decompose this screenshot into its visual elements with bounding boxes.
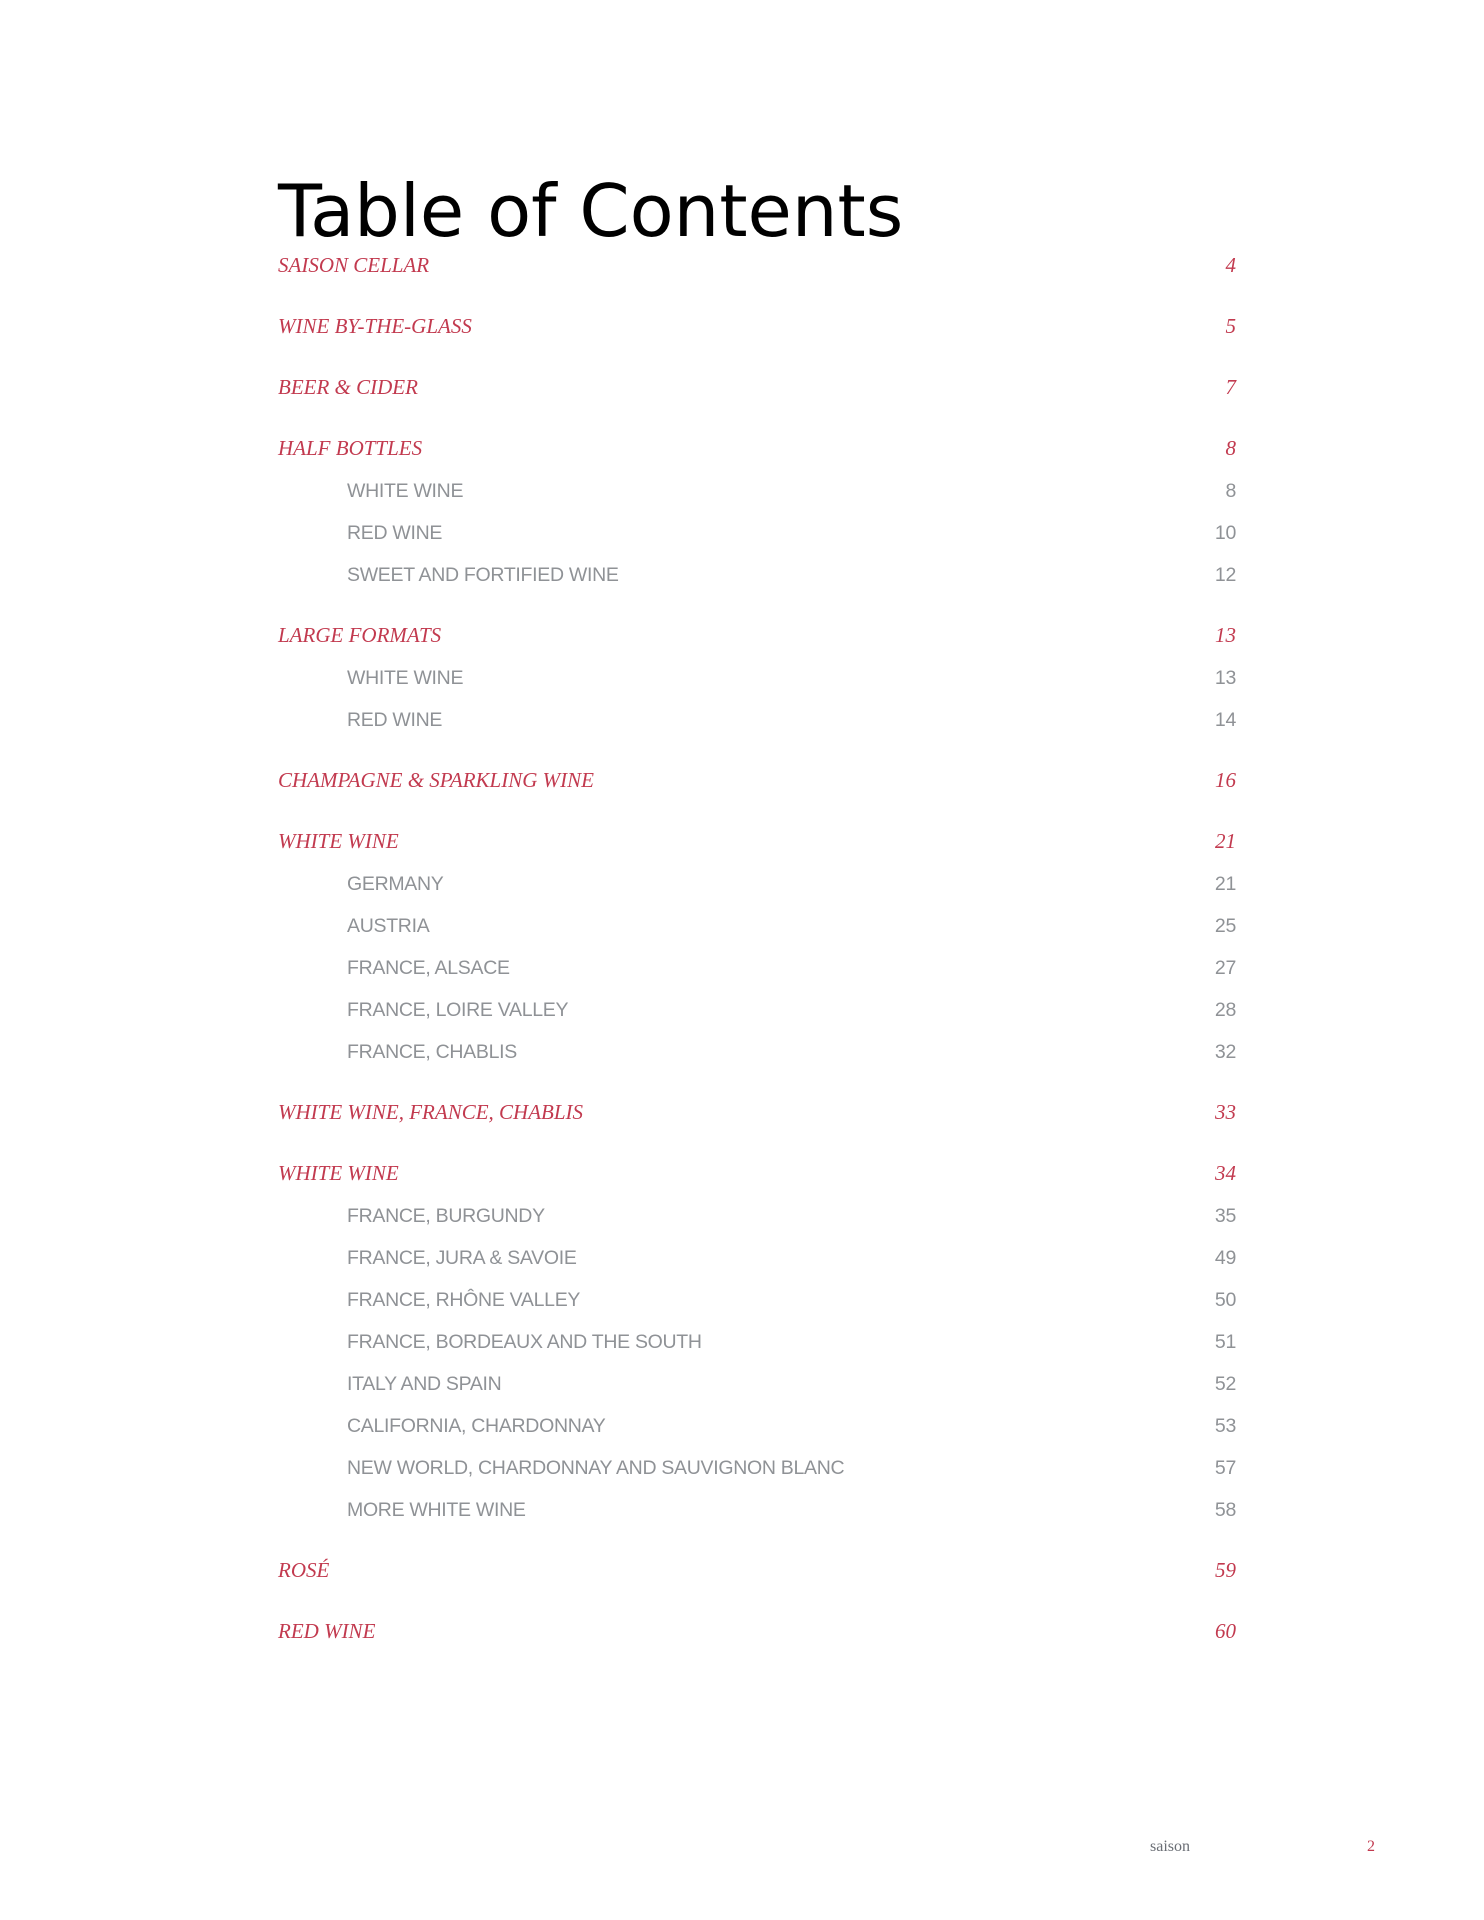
toc-subsection-entry[interactable]	[278, 905, 1236, 947]
toc-entry-page-number: 57	[1214, 1457, 1236, 1479]
toc-subsection-entry[interactable]	[278, 863, 1236, 905]
toc-entry-page-number: 59	[1215, 1558, 1236, 1582]
toc-entry-label: FRANCE, LOIRE VALLEY	[347, 999, 569, 1021]
toc-entry-label: WINE BY-THE-GLASS	[278, 314, 472, 338]
toc-entry-page-number: 52	[1214, 1373, 1236, 1395]
toc-section-entry[interactable]	[278, 615, 1236, 657]
toc-entry-label: RED WINE	[278, 1619, 376, 1643]
toc-entry-label: RED WINE	[347, 522, 443, 544]
toc-entry-label: CALIFORNIA, CHARDONNAY	[347, 1415, 606, 1437]
toc-entry-page-number: 28	[1214, 999, 1236, 1021]
toc-entry-page-number: 16	[1215, 768, 1236, 792]
toc-section-entry[interactable]	[278, 1611, 1236, 1672]
page-title: Table of Contents	[278, 169, 904, 253]
toc-entry-page-number: 58	[1214, 1499, 1236, 1521]
toc-subsection-entry[interactable]	[278, 554, 1236, 615]
toc-entry-page-number: 21	[1215, 829, 1236, 853]
toc-entry-label: ROSÉ	[278, 1558, 330, 1582]
toc-entry-page-number: 4	[1225, 253, 1236, 277]
page-footer	[0, 1835, 1484, 1859]
toc-entry-page-number: 49	[1214, 1247, 1236, 1269]
toc-section-entry[interactable]	[278, 1092, 1236, 1153]
toc-entry-label: WHITE WINE	[278, 829, 399, 853]
toc-section-entry[interactable]	[278, 306, 1236, 367]
toc-entry-page-number: 8	[1225, 436, 1236, 460]
toc-section-entry[interactable]	[278, 1550, 1236, 1611]
toc-entry-label: GERMANY	[347, 873, 444, 895]
toc-entry-page-number: 50	[1214, 1289, 1236, 1311]
toc-entry-page-number: 21	[1214, 873, 1236, 895]
toc-entry-label: AUSTRIA	[347, 915, 430, 937]
toc-section-entry[interactable]	[278, 760, 1236, 821]
toc-entry-page-number: 14	[1214, 709, 1236, 731]
toc-entry-label: BEER & CIDER	[278, 375, 418, 399]
toc-entry-label: HALF BOTTLES	[278, 436, 423, 460]
toc-subsection-entry[interactable]	[278, 1321, 1236, 1363]
toc-entry-label: LARGE FORMATS	[278, 623, 442, 647]
footer-page-number: 2	[1367, 1838, 1375, 1855]
toc-subsection-entry[interactable]	[278, 512, 1236, 554]
toc-subsection-entry[interactable]	[278, 1489, 1236, 1550]
toc-entry-label: WHITE WINE	[278, 1161, 399, 1185]
toc-entry-label: FRANCE, JURA & SAVOIE	[347, 1247, 577, 1269]
toc-entry-page-number: 12	[1214, 564, 1236, 586]
toc-entry-page-number: 7	[1225, 375, 1236, 399]
toc-section-entry[interactable]	[278, 245, 1236, 306]
toc-entry-label: FRANCE, BURGUNDY	[347, 1205, 545, 1227]
toc-entry-page-number: 13	[1215, 623, 1236, 647]
toc-entry-page-number: 60	[1215, 1619, 1236, 1643]
toc-entry-page-number: 51	[1214, 1331, 1236, 1353]
toc-entry-label: WHITE WINE, FRANCE, CHABLIS	[278, 1100, 584, 1124]
toc-entry-page-number: 27	[1214, 957, 1236, 979]
toc-entry-page-number: 25	[1214, 915, 1236, 937]
toc-entry-label: WHITE WINE	[347, 667, 464, 689]
toc-entry-label: RED WINE	[347, 709, 443, 731]
table-of-contents	[278, 245, 1236, 1672]
toc-entry-label: SWEET AND FORTIFIED WINE	[347, 564, 619, 586]
toc-entry-page-number: 5	[1225, 314, 1236, 338]
toc-entry-page-number: 8	[1225, 480, 1236, 502]
toc-subsection-entry[interactable]	[278, 1279, 1236, 1321]
toc-subsection-entry[interactable]	[278, 470, 1236, 512]
toc-entry-page-number: 32	[1214, 1041, 1236, 1063]
toc-subsection-entry[interactable]	[278, 657, 1236, 699]
toc-section-entry[interactable]	[278, 367, 1236, 428]
toc-subsection-entry[interactable]	[278, 1405, 1236, 1447]
toc-entry-page-number: 34	[1215, 1161, 1236, 1185]
toc-subsection-entry[interactable]	[278, 1237, 1236, 1279]
toc-entry-label: FRANCE, RHÔNE VALLEY	[347, 1289, 581, 1311]
toc-entry-page-number: 53	[1214, 1415, 1236, 1437]
toc-entry-label: MORE WHITE WINE	[347, 1499, 526, 1521]
toc-subsection-entry[interactable]	[278, 1031, 1236, 1092]
toc-subsection-entry[interactable]	[278, 1447, 1236, 1489]
toc-entry-label: FRANCE, CHABLIS	[347, 1041, 517, 1063]
toc-entry-page-number: 13	[1214, 667, 1236, 689]
toc-entry-page-number: 10	[1214, 522, 1236, 544]
toc-subsection-entry[interactable]	[278, 947, 1236, 989]
toc-subsection-entry[interactable]	[278, 1363, 1236, 1405]
toc-entry-label: FRANCE, ALSACE	[347, 957, 510, 979]
toc-entry-label: WHITE WINE	[347, 480, 464, 502]
toc-entry-label: ITALY AND SPAIN	[347, 1373, 502, 1395]
toc-entry-page-number: 35	[1214, 1205, 1236, 1227]
toc-section-entry[interactable]	[278, 428, 1236, 470]
toc-entry-label: FRANCE, BORDEAUX AND THE SOUTH	[347, 1331, 702, 1353]
footer-name: saison	[1150, 1838, 1190, 1855]
toc-entry-label: CHAMPAGNE & SPARKLING WINE	[278, 768, 594, 792]
toc-subsection-entry[interactable]	[278, 699, 1236, 760]
toc-entry-label: SAISON CELLAR	[278, 253, 430, 277]
toc-subsection-entry[interactable]	[278, 989, 1236, 1031]
toc-section-entry[interactable]	[278, 821, 1236, 863]
toc-entry-page-number: 33	[1215, 1100, 1236, 1124]
toc-subsection-entry[interactable]	[278, 1195, 1236, 1237]
toc-entry-label: NEW WORLD, CHARDONNAY AND SAUVIGNON BLANC	[347, 1457, 845, 1479]
toc-section-entry[interactable]	[278, 1153, 1236, 1195]
